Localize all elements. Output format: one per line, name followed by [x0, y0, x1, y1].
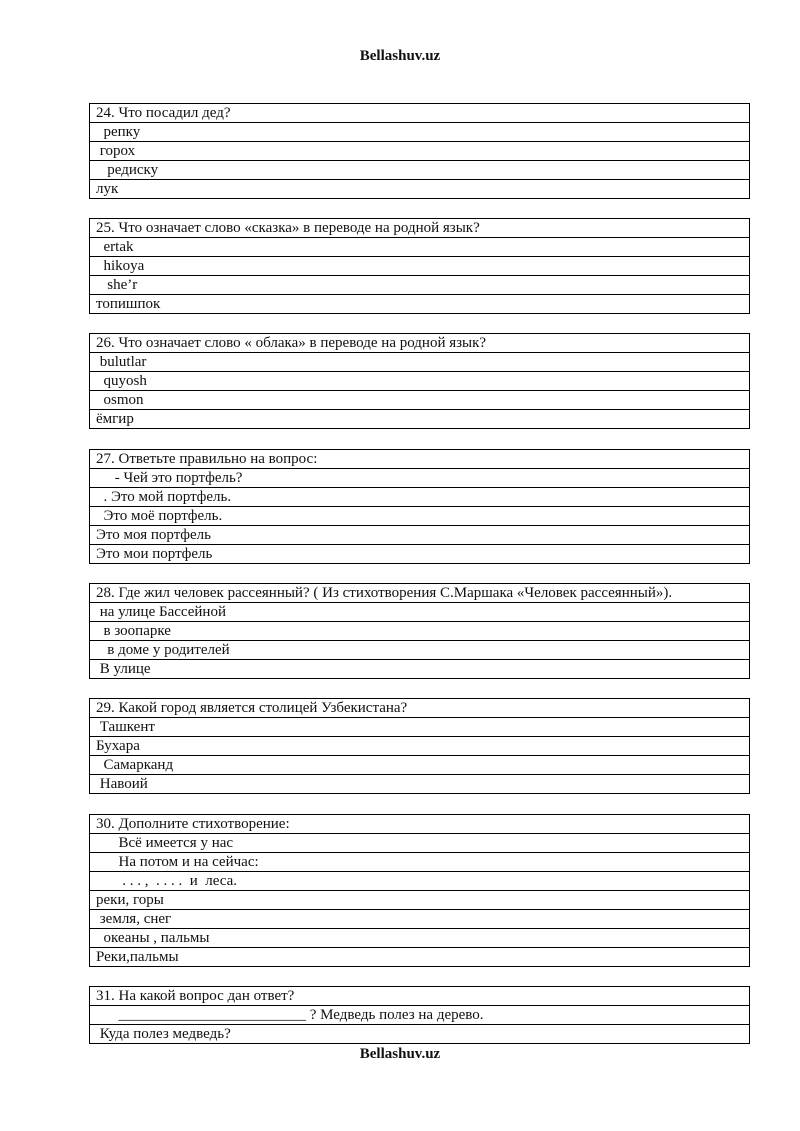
page-footer: Bellashuv.uz	[359, 1046, 441, 1062]
answer-option[interactable]: океаны , пальмы	[90, 929, 750, 948]
question-31-text: 31. На какой вопрос дан ответ?	[90, 987, 750, 1006]
question-27-table	[89, 449, 750, 564]
answer-option[interactable]: hikoya	[90, 257, 750, 276]
answer-option[interactable]: Навоий	[90, 775, 750, 794]
answer-option[interactable]: земля, снег	[90, 910, 750, 929]
question-31-prompt: _________________________ ? Медведь полез на дерево.	[90, 1006, 750, 1025]
answer-option[interactable]: osmon	[90, 391, 750, 410]
question-27-text: 27. Ответьте правильно на вопрос:	[90, 450, 750, 469]
question-26-table	[89, 333, 750, 429]
answer-option[interactable]: bulutlar	[90, 353, 750, 372]
question-31-table	[89, 986, 750, 1044]
poem-line: . . . , . . . . и леса.	[90, 872, 750, 891]
poem-line: Всё имеется у нас	[90, 834, 750, 853]
question-28-table	[89, 583, 750, 679]
question-30-text: 30. Дополните стихотворение:	[90, 815, 750, 834]
question-29-text: 29. Какой город является столицей Узбекистана?	[90, 699, 750, 718]
answer-option[interactable]: на улице Бассейной	[90, 603, 750, 622]
answer-option[interactable]: редиску	[90, 161, 750, 180]
answer-option[interactable]: реки, горы	[90, 891, 750, 910]
question-28-text: 28. Где жил человек рассеянный? ( Из стихотворения С.Маршака «Человек рассеянный»).	[90, 584, 750, 603]
poem-line: На потом и на сейчас:	[90, 853, 750, 872]
answer-option[interactable]: she’r	[90, 276, 750, 295]
answer-option[interactable]: Это мои портфель	[90, 545, 750, 564]
answer-option[interactable]: ertak	[90, 238, 750, 257]
answer-option[interactable]: Куда полез медведь?	[90, 1025, 750, 1044]
question-24-text: 24. Что посадил дед?	[90, 104, 750, 123]
question-30-table	[89, 814, 750, 967]
answer-option[interactable]: quyosh	[90, 372, 750, 391]
page-header: Bellashuv.uz	[359, 48, 441, 64]
question-26-text: 26. Что означает слово « облака» в переводе на родной язык?	[90, 334, 750, 353]
answer-option[interactable]: В улице	[90, 660, 750, 679]
answer-option[interactable]: ёмгир	[90, 410, 750, 429]
answer-option[interactable]: лук	[90, 180, 750, 199]
answer-option[interactable]: Это моё портфель.	[90, 507, 750, 526]
answer-option[interactable]: Реки,пальмы	[90, 948, 750, 967]
answer-option[interactable]: в доме у родителей	[90, 641, 750, 660]
question-27-prompt: - Чей это портфель?	[90, 469, 750, 488]
answer-option[interactable]: Бухара	[90, 737, 750, 756]
answer-option[interactable]: горох	[90, 142, 750, 161]
answer-option[interactable]: в зоопарке	[90, 622, 750, 641]
question-24-table	[89, 103, 750, 199]
question-25-table	[89, 218, 750, 314]
answer-option[interactable]: Это моя портфель	[90, 526, 750, 545]
question-29-table	[89, 698, 750, 794]
answer-option[interactable]: репку	[90, 123, 750, 142]
answer-option[interactable]: . Это мой портфель.	[90, 488, 750, 507]
answer-option[interactable]: Ташкент	[90, 718, 750, 737]
question-25-text: 25. Что означает слово «сказка» в переводе на родной язык?	[90, 219, 750, 238]
answer-option[interactable]: Самарканд	[90, 756, 750, 775]
answer-option[interactable]: топишпок	[90, 295, 750, 314]
